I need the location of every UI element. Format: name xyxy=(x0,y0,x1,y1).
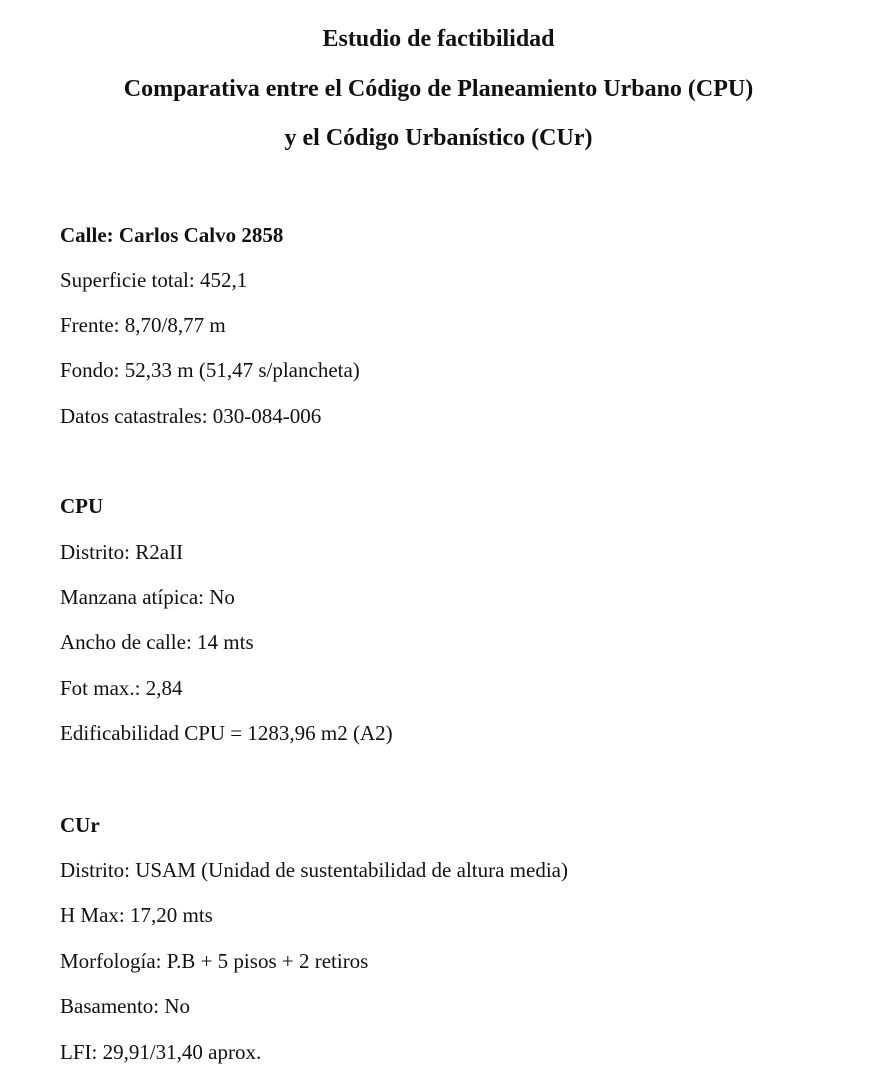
cpu-fot-max: Fot max.: 2,84 xyxy=(60,676,183,700)
property-depth: Fondo: 52,33 m (51,47 s/plancheta) xyxy=(60,358,360,382)
document-subtitle-line-1: Comparativa entre el Código de Planeamiento Urbano (CPU) xyxy=(123,76,754,102)
document-title: Estudio de factibilidad xyxy=(322,26,555,52)
property-cadastral-data: Datos catastrales: 030-084-006 xyxy=(60,404,322,428)
property-total-area: Superficie total: 452,1 xyxy=(60,268,248,292)
cur-lfi: LFI: 29,91/31,40 aprox. xyxy=(60,1040,262,1064)
cpu-street-width: Ancho de calle: 14 mts xyxy=(60,630,254,654)
property-street-heading: Calle: Carlos Calvo 2858 xyxy=(60,223,284,247)
cpu-buildability: Edificabilidad CPU = 1283,96 m2 (A2) xyxy=(60,721,393,745)
cpu-heading: CPU xyxy=(60,494,104,518)
cur-base: Basamento: No xyxy=(60,994,191,1018)
document-subtitle-line-2: y el Código Urbanístico (CUr) xyxy=(284,125,593,151)
cpu-district: Distrito: R2aII xyxy=(60,540,184,564)
cur-district: Distrito: USAM (Unidad de sustentabilidad de altura media) xyxy=(60,858,568,882)
cpu-atypical-block: Manzana atípica: No xyxy=(60,585,235,609)
property-frontage: Frente: 8,70/8,77 m xyxy=(60,313,226,337)
cur-max-height: H Max: 17,20 mts xyxy=(60,903,213,927)
cur-morphology: Morfología: P.B + 5 pisos + 2 retiros xyxy=(60,949,369,973)
cur-heading: CUr xyxy=(60,813,100,837)
